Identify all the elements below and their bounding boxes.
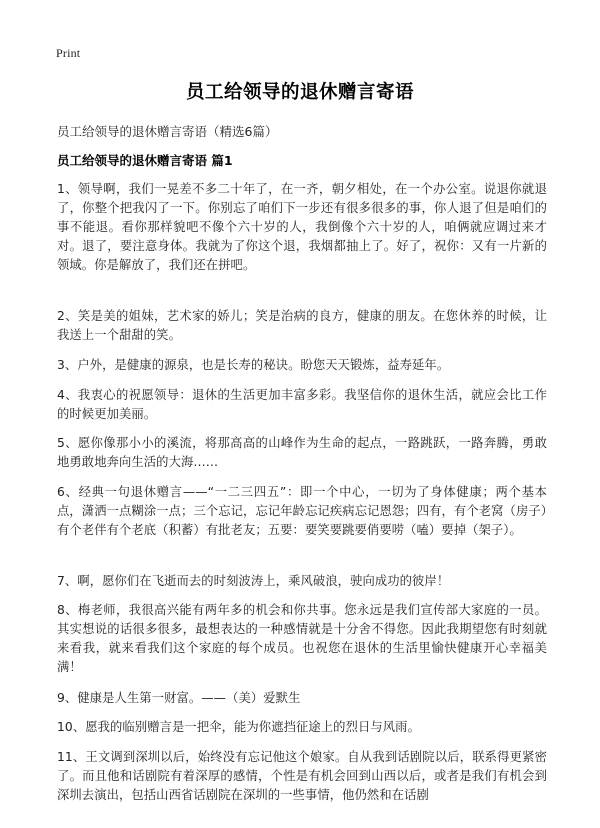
paragraph-10: 10、愿我的临别赠言是一把伞，能为你遮挡征途上的烈日与风雨。	[57, 720, 420, 734]
paragraph-6: 6、经典一句退休赠言——“一二三四五”：即一个中心，一切为了身体健康；两个基本点，潇洒一点糊涂一点；三个忘记，忘记年龄忘记疾病忘记恩怨；四有，有个老窝（房子）有个老伴有个老底（积蓄）有批老友；五要：要笑要跳要俏要唠（嗑）要掉（架子）。	[57, 485, 547, 537]
paragraph-1: 1、领导啊，我们一晃差不多二十年了，在一齐，朝夕相处，在一个办公室。说退你就退了，你整个把我闪了一下。你别忘了咱们下一步还有很多很多的事，你人退了但是咱们的事不能退。看你那样貌吧不像个六十岁的人，我倒像个六十岁的人，咱俩就应调过来才对。退了，要注意身体。我就为了你这个退，我烟都抽上了。好了，祝你：又有一片新的领域。你是解放了，我们还在拼吧。	[57, 182, 547, 272]
paragraph-5: 5、愿你像那小小的溪流，将那高高的山峰作为生命的起点，一路跳跃，一路奔腾，勇敢地勇敢地奔向生活的大海……	[57, 436, 547, 469]
paragraph-9: 9、健康是人生第一财富。——（美）爱默生	[57, 691, 301, 705]
section-heading: 员工给领导的退休赠言寄语 篇1	[57, 153, 233, 168]
paragraph-3: 3、户外，是健康的源泉，也是长寿的秘诀。盼您天天锻炼，益寿延年。	[57, 358, 450, 372]
paragraph-4: 4、我衷心的祝愿领导：退休的生活更加丰富多彩。我坚信你的退休生活，就应会比工作的时候更加美丽。	[57, 388, 547, 421]
page-title: 员工给领导的退休赠言寄语	[185, 82, 414, 103]
document-subtitle: 员工给领导的退休赠言寄语（精选6篇）	[57, 124, 278, 139]
paragraph-2: 2、笑是美的姐妹，艺术家的娇儿；笑是治病的良方，健康的朋友。在您休养的时候，让我送上一个甜甜的笑。	[57, 309, 547, 342]
print-link[interactable]: Print	[56, 46, 81, 60]
paragraph-8: 8、梅老师，我很高兴能有两年多的机会和你共事。您永远是我们宣传部大家庭的一员。其实想说的话很多很多，最想表达的一种感情就是十分舍不得您。因此我期望您有时刻就来看我，就来看我们这个家庭的每个成员。也祝您在退休的生活里愉快健康开心幸福美满！	[57, 603, 547, 674]
paragraph-7: 7、啊，愿你们在飞逝而去的时刻波涛上，乘风破浪，驶向成功的彼岸！	[57, 574, 450, 588]
paragraph-11: 11、王文调到深圳以后，始终没有忘记他这个娘家。自从我到话剧院以后，联系得更紧密了。而且他和话剧院有着深厚的感情，个性是有机会回到山西以后，或者是我们有机会到深圳去演出，包括山西省话剧院在深圳的一些事情，他仍然和在话剧	[57, 750, 547, 802]
